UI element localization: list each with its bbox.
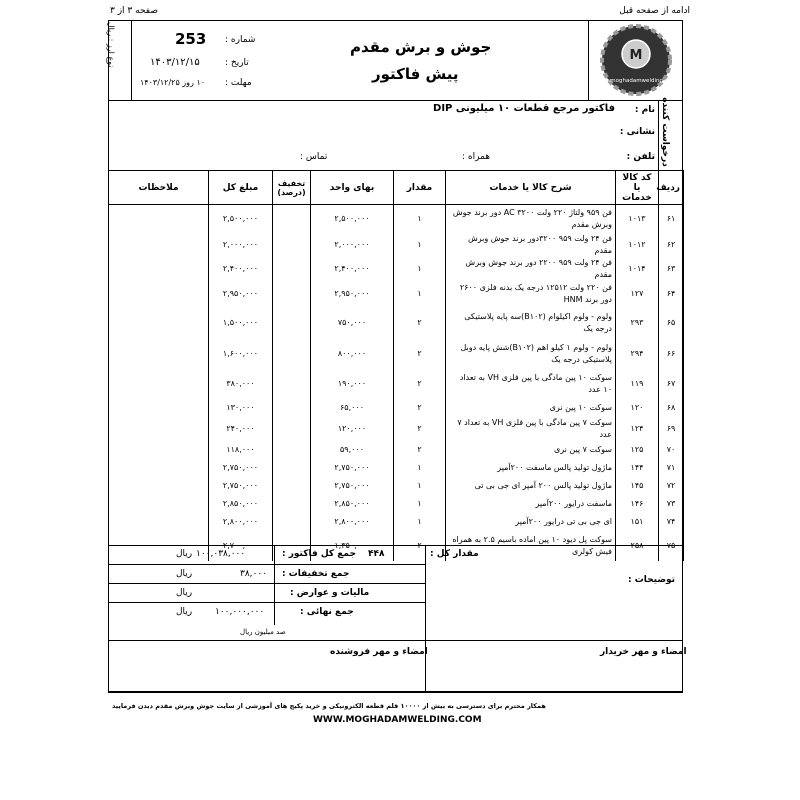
item-quantity: ۱ [394, 205, 446, 233]
header-code: کد کالا یا خدمات [616, 171, 659, 205]
footer-note: همکار محترم برای دسترسی به بیش از ۱۰۰۰۰ قلم قطعه الکترونیکی و خرید پکیج های آموزشی از سایت جوش وبرش مقدم دیدن فرمایید [112, 702, 546, 710]
currency-1: ریال [176, 549, 193, 559]
item-description: سوکت پل دیود ۱۰ پین اماده باسیم ۲.۵ به همراه فیش کولری [446, 531, 616, 561]
page-number: صفحه ۳ از ۳ [110, 6, 158, 16]
item-code: ۱۲۴ [616, 417, 659, 441]
logo-text: www.moghadamwelding.com [595, 78, 677, 84]
item-total: ۲,۰۰۰,۰۰۰ [209, 233, 273, 257]
item-discount [273, 205, 311, 233]
table-row [109, 399, 684, 417]
item-remarks [109, 307, 209, 339]
item-discount [273, 339, 311, 369]
item-total: ۱,۶۰۰,۰۰۰ [209, 339, 273, 369]
item-description: فن ۲۴ ولت ۹۵۹ ۳۲۰۰دور برند جوش وبرش مقدم [446, 233, 616, 257]
requester-section-label: درخواست کننده [659, 97, 670, 167]
item-description: فن ۲۴ ولت ۹۵۹ ۲۲۰۰ دور برند جوش وبرش مقدم [446, 257, 616, 281]
item-description: سوکت ۷ پین مادگی با پین فلزی VH به تعداد ۷ عدد [446, 417, 616, 441]
item-quantity: ۲ [394, 417, 446, 441]
header-description: شرح کالا یا خدمات [446, 171, 616, 205]
item-quantity: ۱ [394, 233, 446, 257]
item-total: ۲۴۰,۰۰۰ [209, 417, 273, 441]
item-total: ۱۳۰,۰۰۰ [209, 399, 273, 417]
table-row [109, 417, 684, 441]
row-number: ۶۳ [659, 257, 684, 281]
item-quantity: ۱ [394, 495, 446, 513]
item-code: ۱۰۱۳ [616, 205, 659, 233]
item-quantity: ۲ [394, 441, 446, 459]
amount-in-words: صد میلیون ریال [240, 628, 286, 636]
item-total: ۲,۷۰۰,۰۰۰ [209, 531, 273, 561]
item-unit-price: ۲,۵۰۰,۰۰۰ [311, 205, 394, 233]
invoice-number: 253 [175, 30, 207, 48]
item-quantity: ۲ [394, 399, 446, 417]
item-unit-price: ۱۹۰,۰۰۰ [311, 369, 394, 399]
row-number: ۷۳ [659, 495, 684, 513]
header-quantity: مقدار [394, 171, 446, 205]
item-total: ۲,۸۵۰,۰۰۰ [209, 495, 273, 513]
company-logo [592, 24, 680, 96]
table-header [109, 171, 684, 205]
items-table [108, 170, 684, 561]
item-discount [273, 417, 311, 441]
item-discount [273, 459, 311, 477]
item-quantity: ۱ [394, 459, 446, 477]
final-total-value: ۱۰۰,۰۰۰,۰۰۰ [215, 607, 265, 617]
item-remarks [109, 369, 209, 399]
item-quantity: ۲ [394, 307, 446, 339]
item-remarks [109, 417, 209, 441]
header-unit-price: بهای واحد [311, 171, 394, 205]
item-discount [273, 307, 311, 339]
table-row [109, 281, 684, 307]
item-discount [273, 233, 311, 257]
item-unit-price: ۸۰۰,۰۰۰ [311, 339, 394, 369]
table-row [109, 459, 684, 477]
table-row [109, 257, 684, 281]
notes-label: توضیحات : [628, 575, 676, 585]
item-total: ۱۱۸,۰۰۰ [209, 441, 273, 459]
header-row-number: ردیف [659, 171, 684, 205]
table-row [109, 441, 684, 459]
item-remarks [109, 459, 209, 477]
item-remarks [109, 513, 209, 531]
item-unit-price: ۲,۷۵۰,۰۰۰ [311, 459, 394, 477]
seller-signature-label: امضاء و مهر فروشنده [330, 647, 428, 657]
item-discount [273, 369, 311, 399]
discount-total-label: جمع تخفیفات : [282, 569, 350, 579]
item-quantity: ۲ [394, 531, 446, 561]
item-total: ۲,۸۰۰,۰۰۰ [209, 513, 273, 531]
item-total: ۲,۵۰۰,۰۰۰ [209, 205, 273, 233]
item-code: ۱۴۵ [616, 477, 659, 495]
item-description: فن ۲۲۰ ولت ۱۲۵۱۲ درجه یک بدنه فلزی ۲۶۰۰ دور برند HNM [446, 281, 616, 307]
item-code: ۱۵۱ [616, 513, 659, 531]
item-remarks [109, 495, 209, 513]
phone-label: تلفن : [626, 152, 655, 162]
deadline-label: مهلت : [225, 78, 252, 88]
row-number: ۷۵ [659, 531, 684, 561]
row-number: ۶۵ [659, 307, 684, 339]
row-number: ۶۸ [659, 399, 684, 417]
item-description: ماسفت درایور ۲۰۰آمپر [446, 495, 616, 513]
item-code: ۱۴۴ [616, 459, 659, 477]
header-discount: تخفیف (درصد) [273, 171, 311, 205]
item-discount [273, 441, 311, 459]
item-quantity: ۲ [394, 369, 446, 399]
item-quantity: ۱ [394, 477, 446, 495]
deadline-value: ۱۰ روز ۱۴۰۳/۱۲/۲۵ [140, 78, 206, 87]
tax-label: مالیات و عوارض : [290, 588, 370, 598]
discount-total-value: ۳۸,۰۰۰ [240, 569, 268, 579]
row-number: ۷۴ [659, 513, 684, 531]
table-row [109, 513, 684, 531]
item-code: ۲۹۴ [616, 339, 659, 369]
currency-type-label: نوع ارز : ریال [106, 21, 116, 68]
row-number: ۷۲ [659, 477, 684, 495]
item-description: ماژول تولید پالس ماسفت ۲۰۰آمپر [446, 459, 616, 477]
item-total: ۲,۹۵۰,۰۰۰ [209, 281, 273, 307]
item-remarks [109, 281, 209, 307]
row-number: ۶۴ [659, 281, 684, 307]
item-description: سوکت ۷ پین نری [446, 441, 616, 459]
item-unit-price: ۲,۷۵۰,۰۰۰ [311, 477, 394, 495]
final-total-label: جمع نهائی : [300, 607, 354, 617]
row-number: ۶۶ [659, 339, 684, 369]
table-row [109, 307, 684, 339]
item-total: ۲,۴۰۰,۰۰۰ [209, 257, 273, 281]
table-row [109, 495, 684, 513]
item-code: ۱۲۰ [616, 399, 659, 417]
currency-2: ریال [176, 569, 193, 579]
item-unit-price: ۷۵۰,۰۰۰ [311, 307, 394, 339]
currency-3: ریال [176, 588, 193, 598]
item-total: ۲,۷۵۰,۰۰۰ [209, 477, 273, 495]
item-discount [273, 513, 311, 531]
item-discount [273, 495, 311, 513]
item-code: ۱۱۹ [616, 369, 659, 399]
item-discount [273, 281, 311, 307]
item-remarks [109, 441, 209, 459]
item-quantity: ۱ [394, 513, 446, 531]
header-total: مبلغ کل [209, 171, 273, 205]
item-discount [273, 477, 311, 495]
totals-area [108, 545, 683, 693]
svg-text:M: M [629, 48, 643, 63]
invoice-total-label: جمع کل فاکتور : [282, 549, 356, 559]
name-label: نام : [634, 105, 655, 115]
item-description: ولوم - ولوم ۱ کیلو اهم (B۱۰۲)شش پایه دوبل پلاستیکی درجه یک [446, 339, 616, 369]
item-total: ۱,۵۰۰,۰۰۰ [209, 307, 273, 339]
item-unit-price: ۱,۳۵۰,۰۰۰ [311, 531, 394, 561]
table-row [109, 477, 684, 495]
company-title: جوش و برش مقدم [350, 38, 492, 56]
row-number: ۶۱ [659, 205, 684, 233]
item-unit-price: ۲,۸۵۰,۰۰۰ [311, 495, 394, 513]
number-label: شماره : [225, 35, 256, 45]
item-unit-price: ۲,۸۰۰,۰۰۰ [311, 513, 394, 531]
item-remarks [109, 233, 209, 257]
footer-url: WWW.MOGHADAMWELDING.COM [313, 715, 482, 725]
item-quantity: ۲ [394, 339, 446, 369]
buyer-signature-label: امضاء و مهر خریدار [600, 647, 687, 657]
item-total: ۲,۷۵۰,۰۰۰ [209, 459, 273, 477]
item-remarks [109, 477, 209, 495]
table-row [109, 339, 684, 369]
item-code: ۱۲۷ [616, 281, 659, 307]
invoice-date: ۱۴۰۳/۱۲/۱۵ [150, 57, 200, 68]
item-quantity: ۱ [394, 257, 446, 281]
table-row [109, 205, 684, 233]
row-number: ۶۹ [659, 417, 684, 441]
table-row [109, 369, 684, 399]
row-number: ۷۱ [659, 459, 684, 477]
contact-label: تماس : [300, 152, 328, 162]
item-unit-price: ۲,۹۵۰,۰۰۰ [311, 281, 394, 307]
total-qty-label: مقدار کل : [430, 549, 479, 559]
item-remarks [109, 257, 209, 281]
row-number: ۷۰ [659, 441, 684, 459]
item-code: ۲۹۳ [616, 307, 659, 339]
item-description: سوکت ۱۰ پین نری [446, 399, 616, 417]
item-unit-price: ۱۲۰,۰۰۰ [311, 417, 394, 441]
item-description: ماژول تولید پالس ۲۰۰ آمپر ای جی بی تی [446, 477, 616, 495]
item-remarks [109, 339, 209, 369]
item-code: ۱۴۶ [616, 495, 659, 513]
document-title: پیش فاکتور [372, 65, 459, 83]
item-code: ۱۰۱۴ [616, 257, 659, 281]
item-code: ۱۰۱۲ [616, 233, 659, 257]
item-quantity: ۱ [394, 281, 446, 307]
item-unit-price: ۶۵,۰۰۰ [311, 399, 394, 417]
table-row [109, 233, 684, 257]
item-discount [273, 399, 311, 417]
currency-4: ریال [176, 607, 193, 617]
row-number: ۶۲ [659, 233, 684, 257]
name-value: فاکتور مرجع قطعات ۱۰ میلیونی DIP [433, 103, 615, 114]
item-code: ۱۲۵ [616, 441, 659, 459]
item-description: ای جی بی تی درایور ۲۰۰آمپر [446, 513, 616, 531]
item-description: ولوم - ولوم اکیلوام (B۱۰۲)سه پایه پلاستیکی درجه یک [446, 307, 616, 339]
item-description: سوکت ۱۰ پین مادگی با پین فلزی VH به تعداد ۱۰ عدد [446, 369, 616, 399]
item-description: فن ۹۵۹ ولتاژ ۲۲۰ ولت ۳۲۰۰ AC دور برند جوش وبرش مقدم [446, 205, 616, 233]
item-discount [273, 257, 311, 281]
mobile-label: همراه : [462, 152, 491, 162]
invoice-total-value: ۱۰۰,۰۳۸,۰۰۰ [196, 549, 246, 559]
address-label: نشانی : [619, 127, 655, 137]
item-unit-price: ۲,۰۰۰,۰۰۰ [311, 233, 394, 257]
item-unit-price: ۵۹,۰۰۰ [311, 441, 394, 459]
item-remarks [109, 399, 209, 417]
item-unit-price: ۲,۴۰۰,۰۰۰ [311, 257, 394, 281]
continued-label: ادامه از صفحه قبل [619, 6, 690, 16]
item-remarks [109, 205, 209, 233]
item-total: ۳۸۰,۰۰۰ [209, 369, 273, 399]
header-remarks: ملاحظات [109, 171, 209, 205]
row-number: ۶۷ [659, 369, 684, 399]
total-qty-value: ۴۴۸ [368, 549, 385, 559]
item-code: ۲۵۸ [616, 531, 659, 561]
date-label: تاریخ : [225, 58, 249, 68]
